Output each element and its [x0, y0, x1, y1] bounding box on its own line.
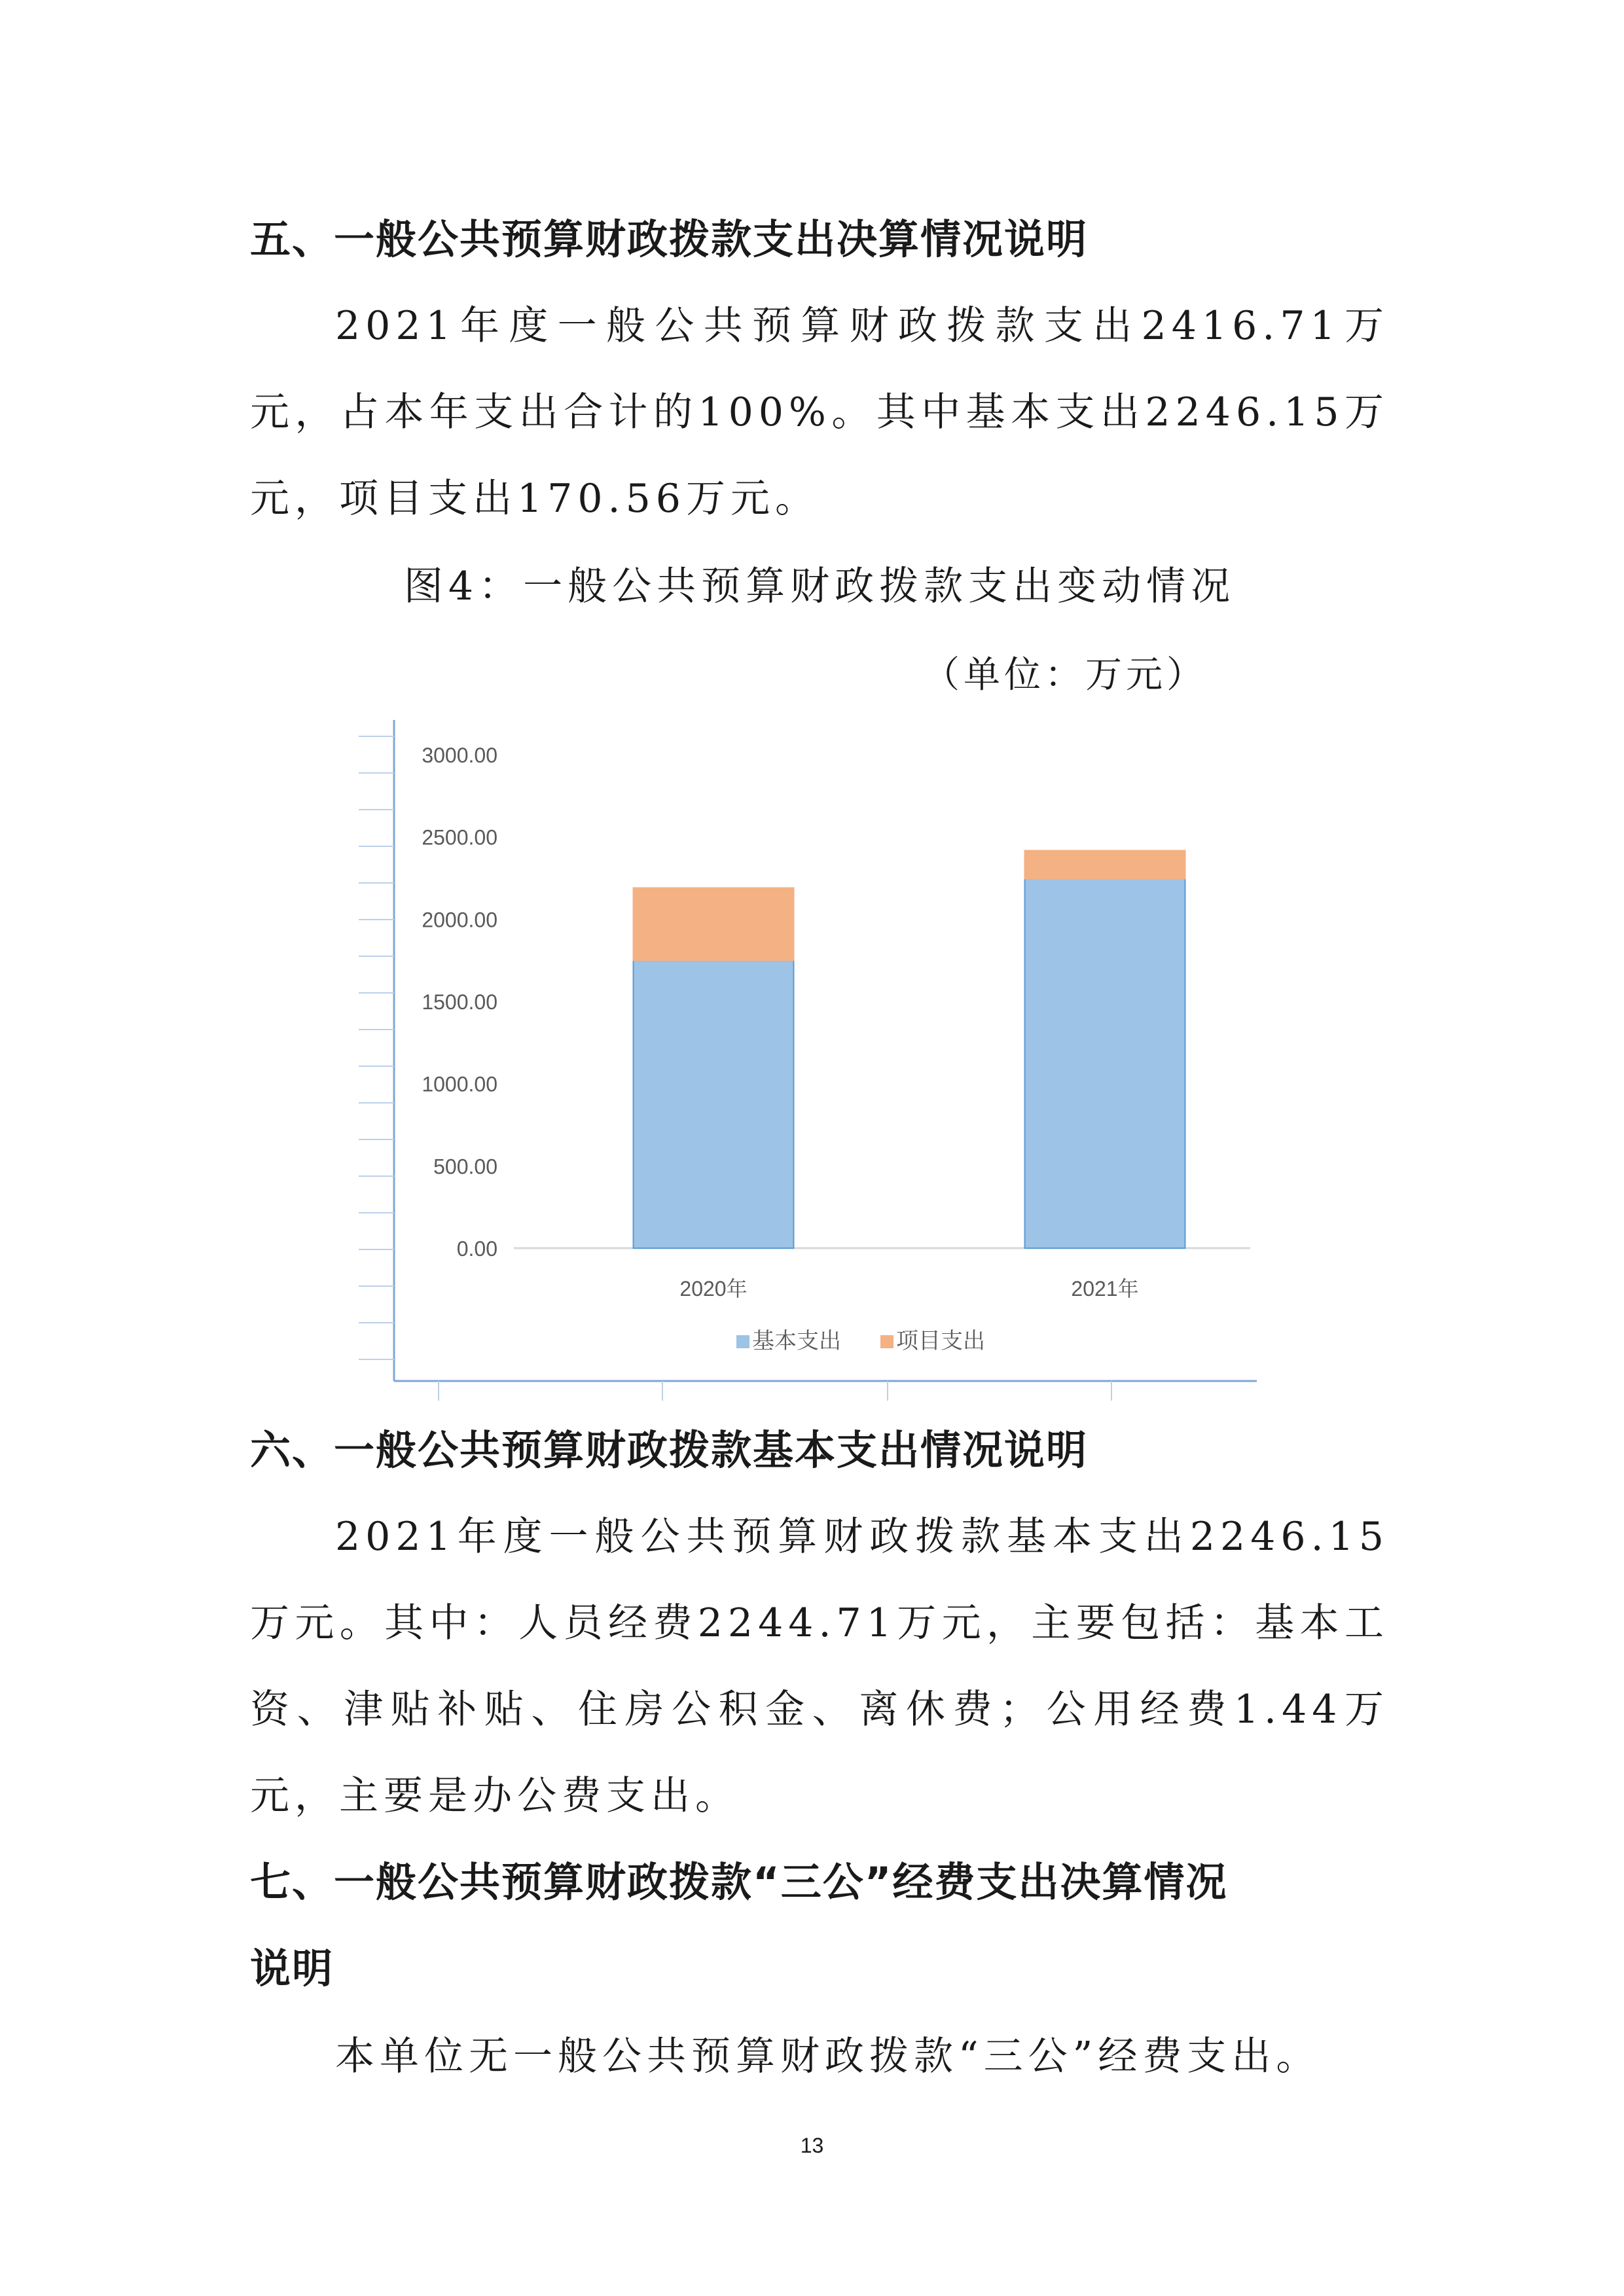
- section6-heading: 六、一般公共预算财政拨款基本支出情况说明: [250, 1426, 1089, 1474]
- y-tick-label: 3000.00: [422, 744, 497, 767]
- section6-paragraph-text: 2021年度一般公共预算财政拨款基本支出2246.15万元。其中：人员经费2244.71万元，主要包括：基本工资、津贴补贴、住房公积金、离休费；公用经费1.44万元，主要是办公费支出。: [250, 1514, 1389, 1819]
- section7-paragraph: [250, 2013, 1389, 2100]
- y-tick-label: 1000.00: [422, 1072, 497, 1096]
- y-tick-label: 2500.00: [422, 825, 497, 850]
- y-tick-label: 0.00: [456, 1237, 497, 1261]
- legend-swatch: [880, 1335, 893, 1348]
- legend-label: 基本支出: [752, 1329, 841, 1354]
- section6-paragraph: [250, 1494, 1389, 1839]
- section5-paragraph-text: 2021年度一般公共预算财政拨款支出2416.71万元，占本年支出合计的100%。其中基本支出2246.15万元，项目支出170.56万元。: [250, 303, 1389, 522]
- bar-基本支出-2020年: [634, 960, 794, 1248]
- section5-heading: 五、一般公共预算财政拨款支出决算情况说明: [250, 215, 1089, 263]
- figure-unit: （单位：万元）: [923, 654, 1207, 696]
- bar-基本支出-2021年: [1025, 878, 1185, 1248]
- section5-paragraph: [250, 283, 1389, 542]
- section7-heading-line1: 七、一般公共预算财政拨款“三公”经费支出决算情况: [250, 1858, 1228, 1906]
- y-tick-label: 1500.00: [422, 990, 497, 1014]
- y-tick-label: 500.00: [433, 1155, 497, 1179]
- y-tick-label: 2000.00: [422, 908, 497, 932]
- figure-caption: 图4：一般公共预算财政拨款支出变动情况: [403, 564, 1236, 609]
- y-axis-ticks: [422, 744, 497, 1261]
- stacked-bar-chart: [353, 720, 1270, 1414]
- legend: [736, 1329, 985, 1354]
- bar-项目支出-2021年: [1025, 851, 1185, 879]
- bar-项目支出-2020年: [634, 888, 794, 961]
- bars-group: [634, 851, 1185, 1248]
- legend-label: 项目支出: [896, 1329, 985, 1354]
- x-tick-label: 2020年: [679, 1277, 748, 1300]
- x-axis-labels: [679, 1277, 1138, 1300]
- x-tick-label: 2021年: [1071, 1277, 1139, 1300]
- legend-swatch: [736, 1335, 749, 1348]
- page-number: 13: [800, 2134, 824, 2157]
- section7-heading-line2: 说明: [250, 1945, 334, 1992]
- section7-paragraph-text: 本单位无一般公共预算财政拨款“三公”经费支出。: [335, 2034, 1321, 2079]
